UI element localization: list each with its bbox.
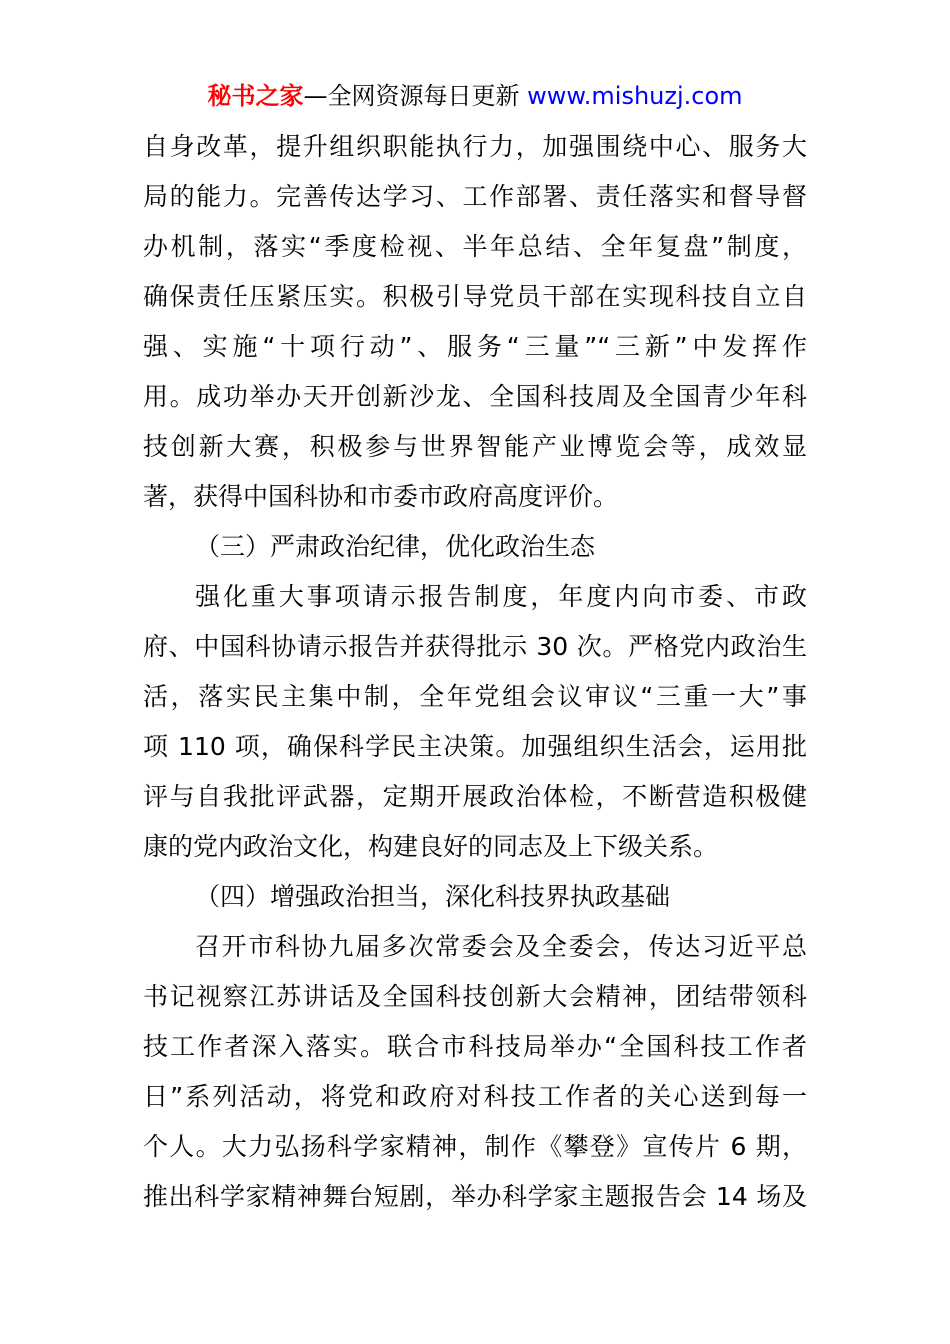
site-brand: 秘书之家 (207, 82, 304, 110)
text-line: 局的能力。完善传达学习、工作部署、责任落实和督导督 (143, 182, 807, 211)
section-heading: （四）增强政治担当，深化科技界执政基础 (195, 882, 671, 911)
site-header (0, 80, 950, 112)
text-line: 著，获得中国科协和市委市政府高度评价。 (143, 482, 619, 511)
text-line: 强化重大事项请示报告制度，年度内向市委、市政 (195, 582, 807, 611)
text-line: 强、实施“十项行动”、服务“三量”“三新”中发挥作 (143, 332, 807, 361)
text-line: 评与自我批评武器，定期开展政治体检，不断营造积极健 (143, 782, 807, 811)
text-line: 确保责任压紧压实。积极引导党员干部在实现科技自立自 (143, 282, 807, 311)
section-heading: （三）严肃政治纪律，优化政治生态 (195, 532, 596, 561)
site-tagline: —全网资源每日更新 (303, 82, 528, 110)
text-line: 办机制，落实“季度检视、半年总结、全年复盘”制度， (143, 232, 807, 261)
text-line: 康的党内政治文化，构建良好的同志及上下级关系。 (143, 832, 719, 861)
text-line: 府、中国科协请示报告并获得批示 30 次。严格党内政治生 (143, 632, 807, 661)
text-line: 推出科学家精神舞台短剧，举办科学家主题报告会 14 场及 (143, 1182, 807, 1211)
text-line: 自身改革，提升组织职能执行力，加强围绕中心、服务大 (143, 132, 807, 161)
text-line: 书记视察江苏讲话及全国科技创新大会精神，团结带领科 (143, 982, 807, 1011)
document-body (143, 122, 807, 1222)
text-line: 召开市科协九届多次常委会及全委会，传达习近平总 (195, 932, 807, 961)
text-line: 个人。大力弘扬科学家精神，制作《攀登》宣传片 6 期， (143, 1132, 807, 1161)
text-line: 活，落实民主集中制，全年党组会议审议“三重一大”事 (143, 682, 807, 711)
text-line: 项 110 项，确保科学民主决策。加强组织生活会，运用批 (143, 732, 807, 761)
text-line: 技工作者深入落实。联合市科技局举办“全国科技工作者 (143, 1032, 807, 1061)
text-line: 技创新大赛，积极参与世界智能产业博览会等，成效显 (143, 432, 807, 461)
site-url-link[interactable]: www.mishuzj.com (527, 82, 743, 110)
text-line: 日”系列活动，将党和政府对科技工作者的关心送到每一 (143, 1082, 807, 1111)
text-line: 用。成功举办天开创新沙龙、全国科技周及全国青少年科 (143, 382, 807, 411)
